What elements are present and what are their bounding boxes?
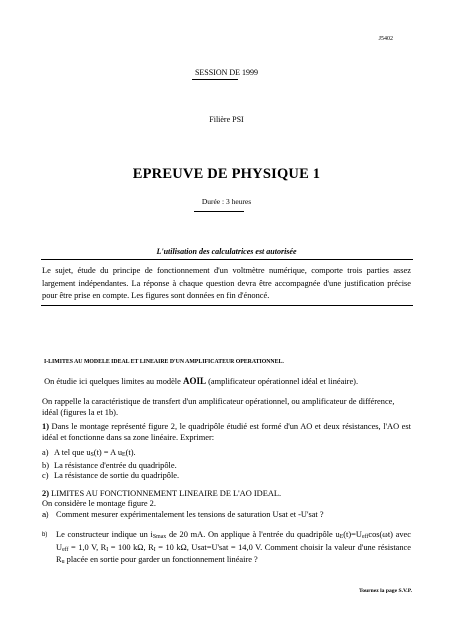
session-label: SESSION DE 1999 (194, 68, 259, 77)
question-2a (42, 510, 324, 519)
paragraph-aoil-pre: On étudie ici quelques limites au modèle (44, 377, 183, 386)
divider-session (192, 79, 238, 80)
list-item-label: b) (42, 460, 49, 470)
list-item-label: c) (42, 471, 49, 481)
list-item (42, 448, 179, 461)
question-1 (42, 422, 411, 443)
paragraph-montage: On considère le montage figure 2. (42, 499, 156, 508)
subscript: E (122, 452, 126, 458)
section-2-title (42, 489, 281, 498)
page-code: J5402 (378, 36, 393, 42)
paragraph-aoil (42, 376, 411, 388)
paragraph-aoil-post: (amplificateur opérationnel idéal et linéaire). (205, 377, 359, 386)
paragraph-characteristic: On rappelle la caractéristique de transfert d'un amplificateur opérationnel, ou amplificateur de différence, idéal (figures la et 1b). (42, 397, 395, 417)
intro-paragraph: Le sujet, étude du principe de fonctionnement d'un voltmètre numérique, comporte trois parties assez largement indépendantes. La réponse à chaque question devra être accompagnée d'une justification précise pour être prise en compte. Les figures sont données en fin d'énoncé. (42, 266, 411, 301)
calculator-notice: L'utilisation des calculatrices est autorisée (156, 247, 297, 256)
question-2b-text: Le constructeur indique un $i_{Smax}$ de 20 mA. On applique à l'entrée du quadripôle $u_E(t)=U_{eff}\cos(\omega t)$ avec $U_{eff} = 1,0$ V, $R_I = 100$ kΩ, $R_I = 10$ kΩ, Usat=U'sat = 14,0 V. Comment choisir la valeur d'une résistance $R_u$ placée en sortie pour garder un fonctionnement linéaire ? (56, 530, 411, 566)
list-item-text: A tel que u (54, 448, 91, 457)
question-1-number: 1) (42, 422, 49, 431)
section-2-number: 2) (42, 489, 49, 498)
list-item (42, 461, 179, 472)
list-item-text: La résistance de sortie du quadripôle. (54, 471, 180, 481)
subscript: S (90, 452, 94, 458)
list-item-label: a) (42, 448, 49, 457)
list-item (42, 471, 179, 482)
filiere-label: Filière PSI (209, 115, 244, 124)
list-item-text-end: (t). (125, 448, 136, 457)
list-item-text: La résistance d'entrée du quadripôle. (54, 460, 177, 470)
question-1-list (42, 448, 179, 482)
page-title: EPREUVE DE PHYSIQUE 1 (132, 166, 321, 182)
question-1-text: Dans le montage représenté figure 2, le quadripôle étudié est formé d'un AO et deux résistances, l'AO est idéal et fonctionne dans sa zone linéaire. Exprimer: (42, 422, 411, 442)
divider-top (41, 259, 413, 260)
section-2-text: LIMITES AU FONCTIONNEMENT LINEAIRE DE L'AO IDEAL. (48, 489, 282, 498)
question-2a-label: a) (42, 510, 49, 519)
section-1-title: I-LIMITES AU MODELE IDEAL ET LINEAIRE D'UN AMPLIFICATEUR OPERATIONNEL. (44, 359, 284, 365)
aoil-term: AOIL (182, 376, 206, 386)
question-2b-label: b) (42, 532, 48, 538)
question-2a-text: Comment mesurer expérimentalement les tensions de saturation Usat et -U'sat ? (56, 510, 324, 519)
divider-duration (194, 211, 244, 212)
divider-bottom (41, 305, 413, 306)
footer-turn-page: Tournez la page S.V.P. (359, 588, 412, 594)
duration-label: Durée : 3 heures (201, 197, 252, 206)
list-item-text-mid: (t) = A u (93, 448, 123, 457)
